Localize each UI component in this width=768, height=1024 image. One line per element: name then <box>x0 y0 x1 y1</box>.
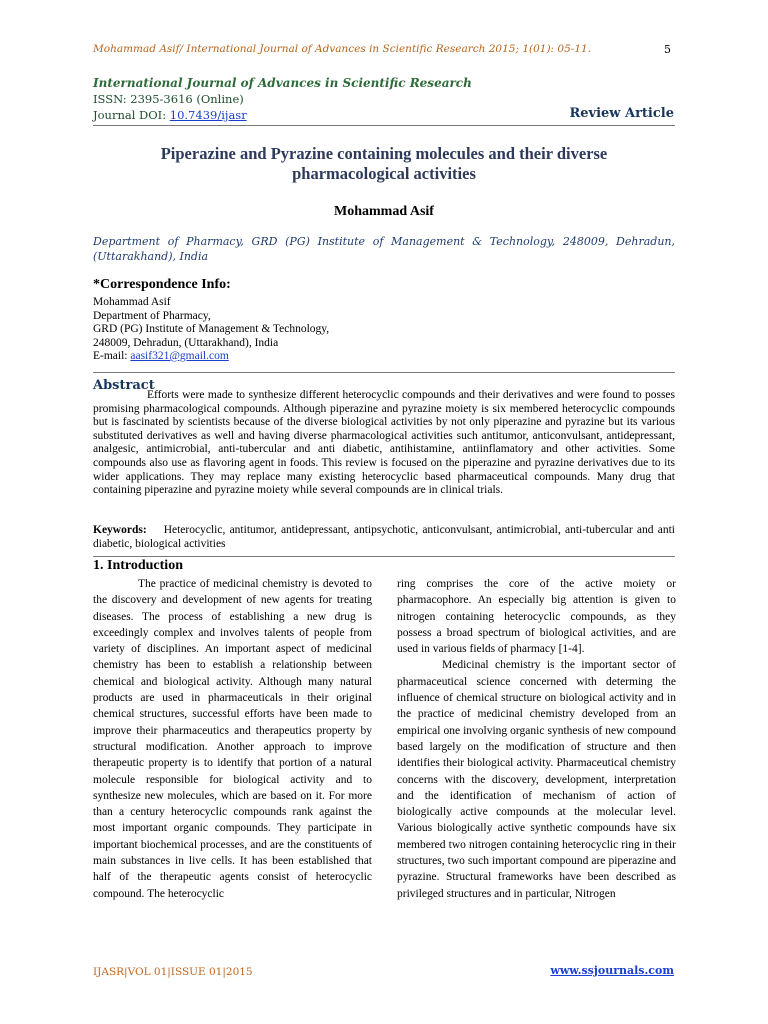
column-right <box>397 576 676 902</box>
corr-email <box>93 350 329 364</box>
corr-name: Mohammad Asif <box>93 296 171 308</box>
affiliation: Department of Pharmacy, GRD (PG) Institute of Management & Technology, 248009, Dehradun, (Uttarakhand), India <box>93 235 675 263</box>
intro-paragraph-1: The practice of medicinal chemistry is devoted to the discovery and development of new agents for treating diseases. The process of establishing a new drug is exceedingly complex and involves talents of people from variety of disciplines. An important aspect of medicinal chemistry has been to establish a relationship between chemical and biological activity. Although many natural products are used in pharmaceuticals in their original chemical structures, successful efforts have been made to improve their pharmaceutics and therapeutics property by structural modification. Another approach to improve therapeutic property is to identify that portion of a natural molecule responsible for biological activity and to synthesize new molecules, which are based on it. For more than a century heterocyclic compounds rank against the most important organic compounds. They participate in important biochemical processes, and are the constituents of main substances in live cells. It has been established that half of the therapeutic agents consist of heterocyclic compound. The heterocyclic <box>93 578 372 900</box>
running-header: Mohammad Asif/ International Journal of Advances in Scientific Research 2015; 1(01): 05-11. <box>93 43 592 55</box>
email-link[interactable]: aasif321@gmail.com <box>130 350 229 362</box>
title-line-2: pharmacological activities <box>292 164 476 183</box>
correspondence-info <box>93 296 329 364</box>
abstract-text: Efforts were made to synthesize different heterocyclic compounds and their derivatives and were found to posses promising pharmacological compounds. Although piperazine and pyrazine moiety is six membered heterocyclic compounds but is fascinated by scientists because of the diverse biological activities by not only piperazine and pyrazine but its various substituted derivatives as well and having diverse pharmacological activities such antitumor, anticonvulsant, antidepressant, analgesic, antimicrobial, anti-tubercular and anti diabetic, antihistamine, antiinflamatory and other activities. Some compounds also use as flavoring agent in foods. This review is focused on the piperazine and pyrazine derivatives due to its wider applications. They may replace many existing heterocyclic based pharmaceutical compounds. Many drug that containing piperazine and pyrazine moiety while several compounds are in clinical trials. <box>93 389 675 497</box>
footer-volume: IJASR|VOL 01|ISSUE 01|2015 <box>93 966 253 978</box>
page-number: 5 <box>664 43 671 56</box>
abstract-divider <box>93 372 675 373</box>
intro-divider <box>93 556 675 557</box>
doi-link[interactable]: 10.7439/ijasr <box>169 108 247 122</box>
keywords-list: Heterocyclic, antitumor, antidepressant, antipsychotic, anticonvulsant, antimicrobial, anti-tubercular and anti diabetic, biological activities <box>93 524 676 550</box>
keywords-label: Keywords: <box>93 524 147 536</box>
article-type: Review Article <box>569 106 674 121</box>
issn: ISSN: 2395-3616 (Online) <box>93 92 244 106</box>
journal-name: International Journal of Advances in Scientific Research <box>93 76 472 90</box>
corr-dept: Department of Pharmacy, <box>93 309 211 322</box>
article-title <box>93 144 675 184</box>
title-line-1: Piperazine and Pyrazine containing molecules and their diverse <box>160 144 608 163</box>
correspondence-heading: *Correspondence Info: <box>93 277 231 292</box>
intro-paragraph-2: ring comprises the core of the active moiety or pharmacophore. An especially big attention is given to nitrogen containing heterocyclic compounds, as they possess a broad spectrum of biological activities, and are used in various fields of pharmacy [1-4]. <box>397 578 676 656</box>
doi-label: Journal DOI: <box>93 108 170 122</box>
email-label: E-mail: <box>93 350 131 362</box>
journal-doi <box>93 108 247 122</box>
introduction-heading: 1. Introduction <box>93 558 183 573</box>
corr-address: 248009, Dehradun, (Uttarakhand), India <box>93 336 279 349</box>
author-name: Mohammad Asif <box>334 204 434 219</box>
column-left <box>93 576 372 902</box>
corr-institute: GRD (PG) Institute of Management & Technology, <box>93 323 330 335</box>
intro-paragraph-3: Medicinal chemistry is the important sector of pharmaceutical science concerned with determing the influence of chemical structure on biological activity and in the practice of medicinal chemistry developed from an empirical one involving organic synthesis of new compound based largely on the modification of structure and then identifies their biological activity. Pharmaceutical chemistry concerns with the discovery, development, interpretation and the identification of mechanism of action of biologically active compounds at the molecular level. Various biologically active synthetic compounds have six membered two nitrogen containing heterocyclic ring in their structures, two such important compound are piperazine and pyrazine. Structural frameworks have been described as privileged structures and in particular, Nitrogen <box>397 659 676 900</box>
abstract-heading: Abstract <box>93 378 155 393</box>
keywords <box>93 524 675 551</box>
footer-website-link[interactable]: www.ssjournals.com <box>550 964 674 977</box>
header-divider <box>93 125 675 126</box>
